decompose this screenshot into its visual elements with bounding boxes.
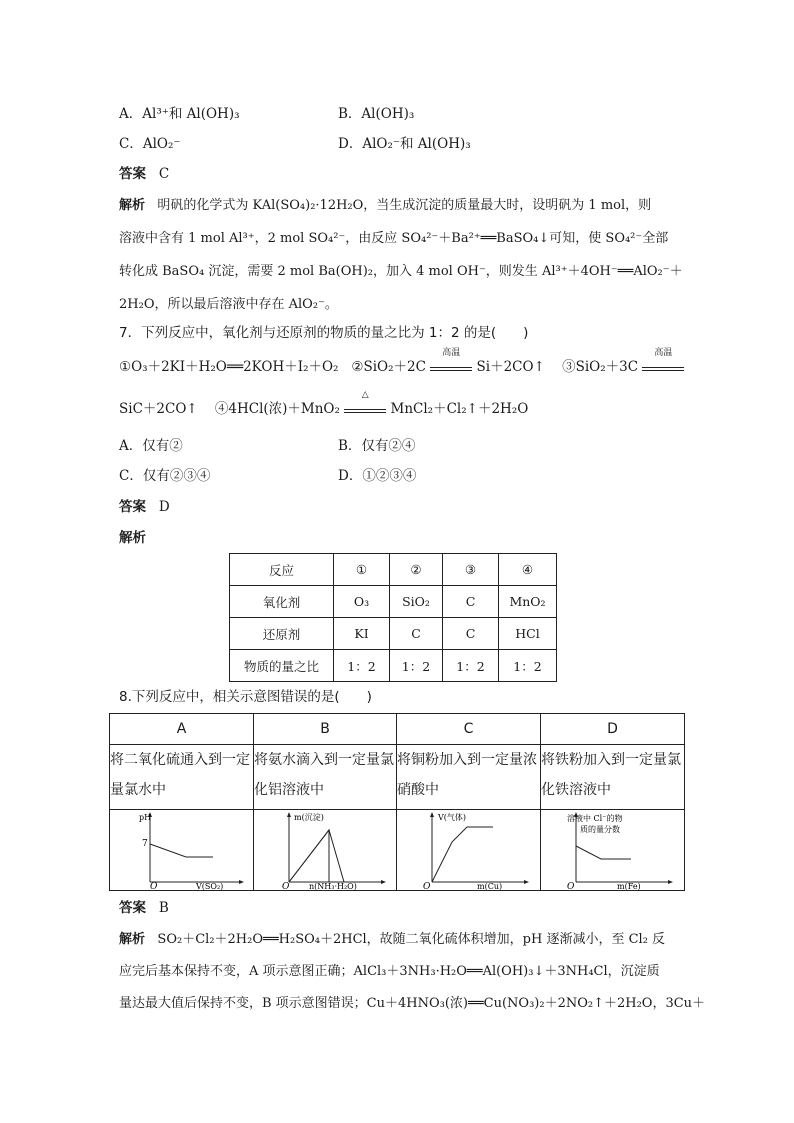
- table-cell: 1：2: [499, 650, 557, 682]
- q7-stem: 7．下列反应中，氧化剂与还原剂的物质的量之比为 1：2 的是( ): [119, 325, 529, 341]
- option-header-c: C: [397, 714, 541, 745]
- option-header-a: A: [110, 714, 254, 745]
- table-cell: HCl: [499, 618, 557, 650]
- option-desc-c: 将铜粉加入到一定量浓硝酸中: [397, 745, 541, 810]
- q6-analysis-line-4: 2H₂O，所以最后溶液中存在 AlO₂⁻。: [119, 297, 338, 312]
- answer-value: D: [158, 499, 170, 515]
- q6-option-a: A．Al³⁺和 Al(OH)₃: [119, 106, 240, 122]
- table-cell: C: [443, 618, 499, 650]
- table-cell: 1：2: [443, 650, 499, 682]
- q7-option-b: B．仅有②④: [338, 438, 416, 454]
- high-temp-arrow: 高温: [430, 358, 472, 371]
- x-axis-label: m(Fe): [617, 882, 641, 890]
- table-cell: KI: [334, 618, 390, 650]
- table-cell: 氧化剂: [230, 586, 334, 618]
- reaction-2-left: ②SiO₂＋2C: [351, 359, 426, 375]
- option-header-b: B: [254, 714, 397, 745]
- analysis-label: 解析: [119, 198, 146, 213]
- q8-stem: 8.下列反应中，相关示意图错误的是( ): [119, 689, 372, 705]
- answer-label: 答案: [119, 166, 146, 182]
- graph-a: [110, 810, 254, 891]
- graph-b: [254, 810, 397, 891]
- y-tick: 7: [142, 839, 148, 849]
- q6-option-b: B．Al(OH)₃: [338, 106, 415, 122]
- origin-label: O: [423, 882, 431, 890]
- high-temp-arrow: 高温: [642, 358, 684, 371]
- reaction-3-right: SiC＋2CO↑: [119, 401, 198, 417]
- y-axis-label: pH: [139, 813, 152, 822]
- table-row: [230, 618, 557, 650]
- graph-c: [397, 810, 541, 891]
- analysis-label: 解析: [119, 932, 146, 947]
- graph-d: [541, 810, 685, 891]
- answer-label: 答案: [119, 900, 146, 916]
- reaction-4-right: MnCl₂＋Cl₂↑＋2H₂O: [390, 401, 529, 417]
- heat-arrow: △: [344, 400, 386, 413]
- table-header-row: [110, 714, 685, 745]
- reaction-1: ①O₃＋2KI＋H₂O══2KOH＋I₂＋O₂: [119, 359, 339, 375]
- option-desc-b: 将氨水滴入到一定量氯化铝溶液中: [254, 745, 397, 810]
- option-header-d: D: [541, 714, 685, 745]
- q8-analysis-line-2: 应完后基本保持不变，A 项示意图正确；AlCl₃＋3NH₃·H₂O══Al(OH)₃↓＋3NH₄Cl，沉淀质: [119, 964, 660, 979]
- table-cell: 还原剂: [230, 618, 334, 650]
- q8-analysis-line-3: 量达最大值后保持不变，B 项示意图错误；Cu＋4HNO₃(浓)══Cu(NO₃)₂＋2NO₂↑＋2H₂O，3Cu＋: [119, 996, 706, 1011]
- table-row: [230, 650, 557, 682]
- answer-value: B: [158, 900, 169, 916]
- table-row: [110, 810, 685, 891]
- y-axis-label-line-2: 质的量分数: [580, 825, 620, 834]
- x-axis-label: m(Cu): [477, 882, 503, 890]
- origin-label: O: [282, 882, 290, 890]
- answer-value: C: [158, 166, 170, 182]
- table-cell: O₃: [334, 586, 390, 618]
- table-cell: ④: [499, 554, 557, 586]
- table-cell: C: [443, 586, 499, 618]
- q7-option-d: D．①②③④: [338, 468, 417, 484]
- table-cell: 1：2: [334, 650, 390, 682]
- q6-analysis-line-2: 溶液中含有 1 mol Al³⁺，2 mol SO₄²⁻，由反应 SO₄²⁻＋Ba²⁺══BaSO₄↓可知，使 SO₄²⁻全部: [119, 231, 669, 246]
- q7-reactions-line-2: [119, 390, 529, 419]
- q8-options-table: [109, 713, 685, 891]
- reaction-3-left: ③SiO₂＋3C: [562, 359, 639, 375]
- origin-label: O: [567, 882, 575, 890]
- reaction-2-right: Si＋2CO↑: [476, 359, 545, 375]
- table-cell: ②: [390, 554, 443, 586]
- reaction-4-left: ④4HCl(浓)＋MnO₂: [214, 401, 340, 417]
- table-cell: MnO₂: [499, 586, 557, 618]
- table-cell: 物质的量之比: [230, 650, 334, 682]
- table-cell: SiO₂: [390, 586, 443, 618]
- answer-label: 答案: [119, 499, 146, 515]
- y-axis-label: m(沉淀): [294, 813, 324, 822]
- q7-reactions-line-1: [119, 348, 684, 377]
- table-row: [110, 745, 685, 810]
- q7-analysis-table: [229, 553, 557, 682]
- table-cell: C: [390, 618, 443, 650]
- origin-label: O: [150, 882, 158, 890]
- q7-analysis-label: 解析: [119, 530, 146, 546]
- q8-analysis-line-1: 解析 SO₂＋Cl₂＋2H₂O══H₂SO₄＋2HCl，故随二氧化硫体积增加，pH 逐渐减小，至 Cl₂ 反: [119, 932, 666, 947]
- table-cell: 反应: [230, 554, 334, 586]
- x-axis-label: V(SO₂): [196, 882, 224, 890]
- q6-answer: [119, 164, 169, 184]
- q6-option-d: D．AlO₂⁻和 Al(OH)₃: [338, 136, 471, 152]
- option-desc-a: 将二氧化硫通入到一定量氯水中: [110, 745, 254, 810]
- q7-option-c: C．仅有②③④: [119, 468, 211, 484]
- table-cell: 1：2: [390, 650, 443, 682]
- option-desc-d: 将铁粉加入到一定量氯化铁溶液中: [541, 745, 685, 810]
- q7-option-a: A．仅有②: [119, 438, 183, 454]
- table-cell: ③: [443, 554, 499, 586]
- table-row: [230, 586, 557, 618]
- y-axis-label-line-1: 溶液中 Cl⁻的物: [567, 814, 623, 823]
- q8-answer: [119, 898, 169, 918]
- q6-option-c: C．AlO₂⁻: [119, 136, 181, 152]
- x-axis-label: n(NH₃·H₂O): [309, 882, 357, 890]
- y-axis-label: V(气体): [438, 813, 467, 822]
- table-cell: ①: [334, 554, 390, 586]
- q7-answer: [119, 497, 170, 517]
- q6-analysis-line-3: 转化成 BaSO₄ 沉淀，需要 2 mol Ba(OH)₂，加入 4 mol OH⁻，则发生 Al³⁺＋4OH⁻══AlO₂⁻＋: [119, 264, 683, 279]
- table-header-row: [230, 554, 557, 586]
- q6-analysis-line-1: 解析 明矾的化学式为 KAl(SO₄)₂·12H₂O，当生成沉淀的质量最大时，设明矾为 1 mol，则: [119, 198, 652, 213]
